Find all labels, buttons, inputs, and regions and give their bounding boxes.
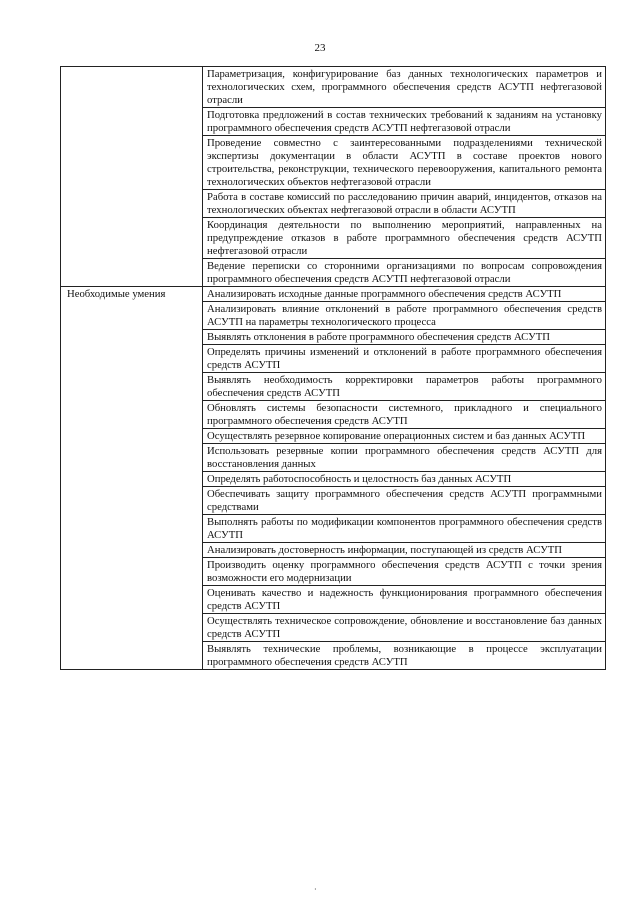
list-item: Проведение совместно с заинтересованными подразделениями технической экспертизы документации в области АСУТП в составе проектов нового строительства, реконструкции, технического перевооружения, капитального ремонта технологических объектов нефтегазовой отрасли (203, 136, 606, 190)
list-item: Выявлять отклонения в работе программного обеспечения средств АСУТП (203, 330, 606, 345)
list-item: Выявлять необходимость корректировки параметров работы программного обеспечения средств АСУТП (203, 373, 606, 401)
list-item: Анализировать достоверность информации, поступающей из средств АСУТП (203, 543, 606, 558)
list-item: Подготовка предложений в состав технических требований к заданиям на установку программного обеспечения средств АСУТП нефтегазовой отрасли (203, 108, 606, 136)
list-item: Оценивать качество и надежность функционирования программного обеспечения средств АСУТП (203, 586, 606, 614)
list-item: Обновлять системы безопасности системного, прикладного и специального программного обеспечения средств АСУТП (203, 401, 606, 429)
list-item: Определять работоспособность и целостность баз данных АСУТП (203, 472, 606, 487)
section-label-skills: Необходимые умения (61, 287, 203, 670)
list-item: Работа в составе комиссий по расследованию причин аварий, инцидентов, отказов на технологических объектах нефтегазовой отрасли в области АСУТП (203, 190, 606, 218)
list-item: Выполнять работы по модификации компонентов программного обеспечения средств АСУТП (203, 515, 606, 543)
list-item: Координация деятельности по выполнению мероприятий, направленных на предупреждение отказов в работе программного обеспечения средств АСУТП нефтегазовой отрасли (203, 218, 606, 259)
page-number: 23 (314, 42, 326, 54)
list-item: Использовать резервные копии программного обеспечения средств АСУТП для восстановления данных (203, 444, 606, 472)
list-item: Ведение переписки со сторонними организациями по вопросам сопровождения программного обеспечения средств АСУТП нефтегазовой отрасли (203, 259, 606, 287)
table-row (61, 287, 606, 302)
list-item: Осуществлять техническое сопровождение, обновление и восстановление баз данных средств АСУТП (203, 614, 606, 642)
list-item: Обеспечивать защиту программного обеспечения средств АСУТП программными средствами (203, 487, 606, 515)
list-item: Осуществлять резервное копирование операционных систем и баз данных АСУТП (203, 429, 606, 444)
list-item: Параметризация, конфигурирование баз данных технологических параметров и технологических схем, программного обеспечения средств АСУТП нефтегазовой отрасли (203, 67, 606, 108)
list-item: Определять причины изменений и отклонений в работе программного обеспечения средств АСУТП (203, 345, 606, 373)
list-item: Анализировать исходные данные программного обеспечения средств АСУТП (203, 287, 606, 302)
table-row (61, 67, 606, 108)
list-item: Анализировать влияние отклонений в работе программного обеспечения средств АСУТП на параметры технологического процесса (203, 302, 606, 330)
list-item: Производить оценку программного обеспечения средств АСУТП с точки зрения возможности его модернизации (203, 558, 606, 586)
list-item: Выявлять технические проблемы, возникающие в процессе эксплуатации программного обеспечения средств АСУТП (203, 642, 606, 670)
requirements-table (60, 66, 606, 670)
section-label-empty (61, 67, 203, 287)
scan-dot: · (314, 885, 317, 894)
